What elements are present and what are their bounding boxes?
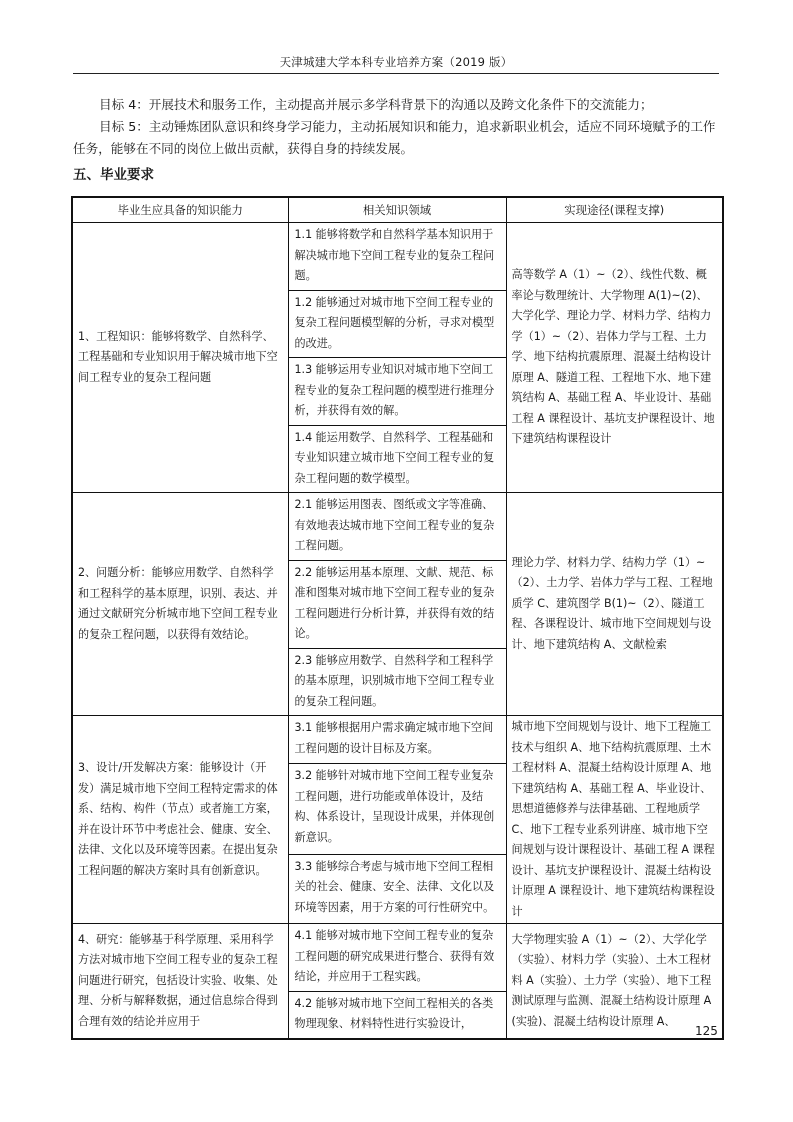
goal-4-paragraph: 目标 4：开展技术和服务工作，主动提高并展示多学科背景下的沟通以及跨文化条件下的交流能力；	[99, 97, 653, 112]
knowledge-cell: 1.2 能够通过对城市地下空间工程专业的复杂工程问题模型解的分析，寻求对模型的改进。	[288, 290, 506, 358]
page-number: 125	[695, 1024, 718, 1038]
table-row	[72, 223, 723, 291]
ability-cell: 2、问题分析：能够应用数学、自然科学和工程科学的基本原理，识别、表达、并通过文献研究分析城市地下空间工程专业的复杂工程问题，以获得有效结论。	[72, 493, 288, 716]
table-row	[72, 716, 723, 764]
knowledge-cell: 2.1 能够运用图表、图纸或文字等准确、有效地表达城市地下空间工程专业的复杂工程问题。	[288, 493, 506, 561]
knowledge-cell: 1.3 能够运用专业知识对城市地下空间工程专业的复杂工程问题的模型进行推理分析，并获得有效的解。	[288, 358, 506, 426]
knowledge-cell: 4.1 能够对城市地下空间工程专业的复杂工程问题的研究成果进行整合、获得有效结论，并应用于工程实践。	[288, 924, 506, 992]
courses-cell: 高等数学 A（1）~（2）、线性代数、概率论与数理统计、大学物理 A(1)~(2)、大学化学、理论力学、材料力学、结构力学（1）~（2）、岩体力学与工程、土力学、地下结构抗震原理、混凝土结构设计原理 A、隧道工程、工程地下水、地下建筑结构 A、基础工程 A、毕业设计、基础工程 A 课程设计、基坑支护课程设计、地下建筑结构课程设计	[506, 223, 723, 493]
graduation-requirements-table	[71, 196, 724, 1040]
running-header: 天津城建大学本科专业培养方案（2019 版）	[279, 55, 513, 69]
knowledge-cell: 3.3 能够综合考虑与城市地下空间工程相关的社会、健康、安全、法律、文化以及环境等因素，用于方案的可行性研究中。	[288, 854, 506, 923]
table-row	[72, 924, 723, 992]
column-header-knowledge: 相关知识领域	[288, 197, 506, 223]
courses-cell: 理论力学、材料力学、结构力学（1）~（2）、土力学、岩体力学与工程、工程地质学 C、建筑图学 B(1)~（2）、隧道工程、各课程设计、城市地下空间规划与设计、地下建筑结构 A、文献检索	[506, 493, 723, 716]
header-rule	[73, 73, 719, 74]
ability-cell: 4、研究：能够基于科学原理、采用科学方法对城市地下空间工程专业的复杂工程问题进行研究，包括设计实验、收集、处理、分析与解释数据，通过信息综合得到合理有效的结论并应用于	[72, 924, 288, 1039]
courses-cell: 城市地下空间规划与设计、地下工程施工技术与组织 A、地下结构抗震原理、土木工程材料 A、混凝土结构设计原理 A、地下建筑结构 A、基础工程 A、毕业设计、思想道德修养与法律基础、工程地质学 C、地下工程专业系列讲座、城市地下空间规划与设计课程设计、基础工程 A 课程设计、基坑支护课程设计、混凝土结构设计原理 A 课程设计、地下建筑结构课程设计	[506, 716, 723, 924]
table-row	[72, 493, 723, 561]
column-header-ability: 毕业生应具备的知识能力	[72, 197, 288, 223]
section-title: 五、毕业要求	[73, 167, 154, 183]
knowledge-cell: 3.1 能够根据用户需求确定城市地下空间工程问题的设计目标及方案。	[288, 716, 506, 764]
knowledge-cell: 2.2 能够运用基本原理、文献、规范、标准和图集对城市地下空间工程专业的复杂工程问题进行分析计算，并获得有效的结论。	[288, 560, 506, 648]
table-header-row	[72, 197, 723, 223]
knowledge-cell: 2.3 能够应用数学、自然科学和工程科学的基本原理，识别城市地下空间工程专业的复杂工程问题。	[288, 648, 506, 716]
ability-cell: 1、工程知识：能够将数学、自然科学、工程基础和专业知识用于解决城市地下空间工程专业的复杂工程问题	[72, 223, 288, 493]
ability-cell: 3、设计/开发解决方案：能够设计（开发）满足城市地下空间工程特定需求的体系、结构、构件（节点）或者施工方案，并在设计环节中考虑社会、健康、安全、法律、文化以及环境等因素。在提出复杂工程问题的解决方案时具有创新意识。	[72, 716, 288, 924]
knowledge-cell: 1.1 能够将数学和自然科学基本知识用于解决城市地下空间工程专业的复杂工程问题。	[288, 223, 506, 291]
knowledge-cell: 4.2 能够对城市地下空间工程相关的各类物理现象、材料特性进行实验设计，	[288, 991, 506, 1039]
courses-cell: 大学物理实验 A（1）~（2）、大学化学（实验）、材料力学（实验）、土木工程材料 A（实验）、土力学（实验）、地下工程测试原理与监测、混凝土结构设计原理 A(实验)、混凝土结构设计原理 A、	[506, 924, 723, 1039]
knowledge-cell: 1.4 能运用数学、自然科学、工程基础和专业知识建立城市地下空间工程专业的复杂工程问题的数学模型。	[288, 425, 506, 493]
goal-5-paragraph: 目标 5：主动锤炼团队意识和终身学习能力，主动拓展知识和能力，追求新职业机会，适应不同环境赋予的工作任务，能够在不同的岗位上做出贡献，获得自身的持续发展。	[73, 119, 716, 156]
column-header-courses: 实现途径(课程支撑)	[506, 197, 723, 223]
knowledge-cell: 3.2 能够针对城市地下空间工程专业复杂工程问题，进行功能或单体设计，及结构、体系设计，呈现设计成果，并体现创新意识。	[288, 764, 506, 854]
